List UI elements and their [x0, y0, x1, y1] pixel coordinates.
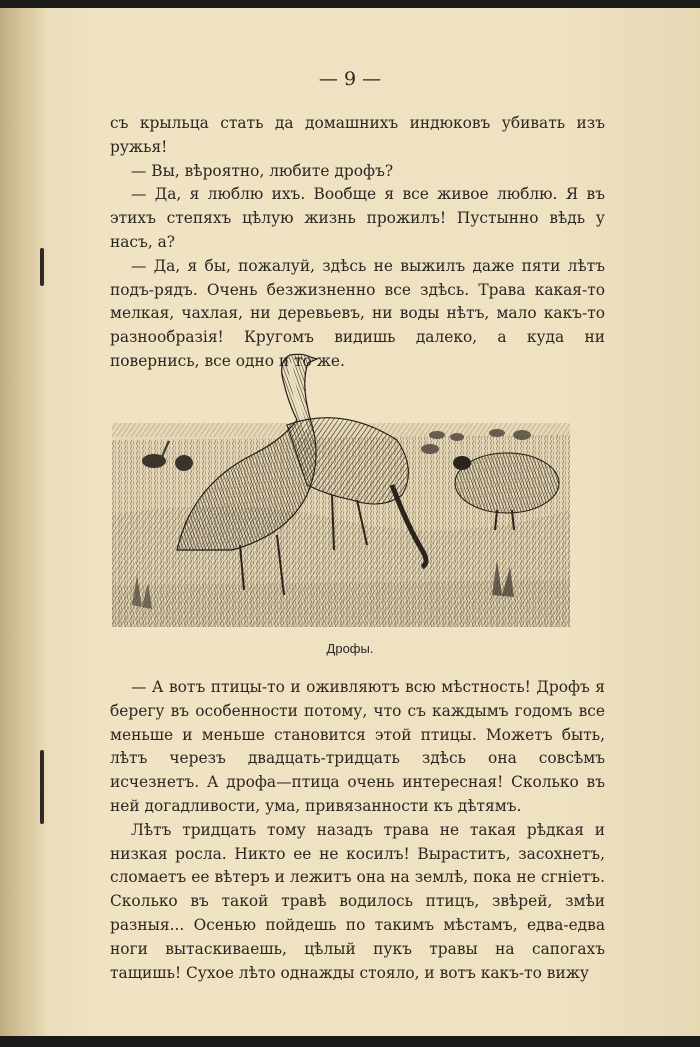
page-number: — 9 — [318, 68, 382, 90]
book-page [0, 8, 700, 1036]
paragraph: — Да, я бы, пожалуй, здѣсь не выжилъ даже пяти лѣтъ подъ-рядъ. Очень безжизненно все здѣсь. Трава какая-то мелкая, чахлая, ни деревьевъ, ни воды нѣтъ, мало какъ-то разнообразія! Кругомъ видишь далеко, а куда ни повернись, все одно и то же. [110, 256, 605, 370]
binding-staple [40, 248, 44, 286]
paragraph: — Да, я люблю ихъ. Вообще я все живое люблю. Я въ этихъ степяхъ цѣлую жизнь прожилъ! Пустынно вѣдь у насъ, а? [110, 185, 605, 251]
paragraph: съ крыльца стать да домашнихъ индюковъ убивать изъ ружья! [110, 114, 605, 156]
illustration-caption: Дрофы. [326, 641, 374, 656]
binding-staple [40, 786, 44, 824]
bustards-engraving [112, 345, 570, 627]
paragraph: Лѣтъ тридцать тому назадъ трава не такая рѣдкая и низкая росла. Никто ее не косилъ! Выраститъ, засохнетъ, сломаетъ ее вѣтеръ и лежитъ она на землѣ, пока не сгніетъ. Сколько въ такой травѣ водилось птицъ, звѣрей, змѣи разныя... Осенью пойдешь по такимъ мѣстамъ, едва-едва ноги вытаскиваешь, цѣлый пукъ травы на сапогахъ тащишь! Сухое лѣто однажды стояло, и вотъ какъ-то вижу [110, 820, 605, 982]
text-block-top [110, 112, 605, 374]
paragraph: — А вотъ птицы-то и оживляютъ всю мѣстность! Дрофъ я берегу въ особенности потому, что съ каждымъ годомъ все меньше и меньше становится этой птицы. Можетъ быть, лѣтъ черезъ двадцать-тридцать здѣсь она совсѣмъ исчезнетъ. А дрофа—птица очень интересная! Сколько въ ней догадливости, ума, привязанности къ дѣтямъ. [110, 678, 605, 815]
page-fold-shadow [0, 8, 48, 1036]
text-block-bottom [110, 676, 605, 985]
paragraph: — Вы, вѣроятно, любите дрофъ? [131, 161, 394, 180]
binding-staple [40, 750, 44, 788]
